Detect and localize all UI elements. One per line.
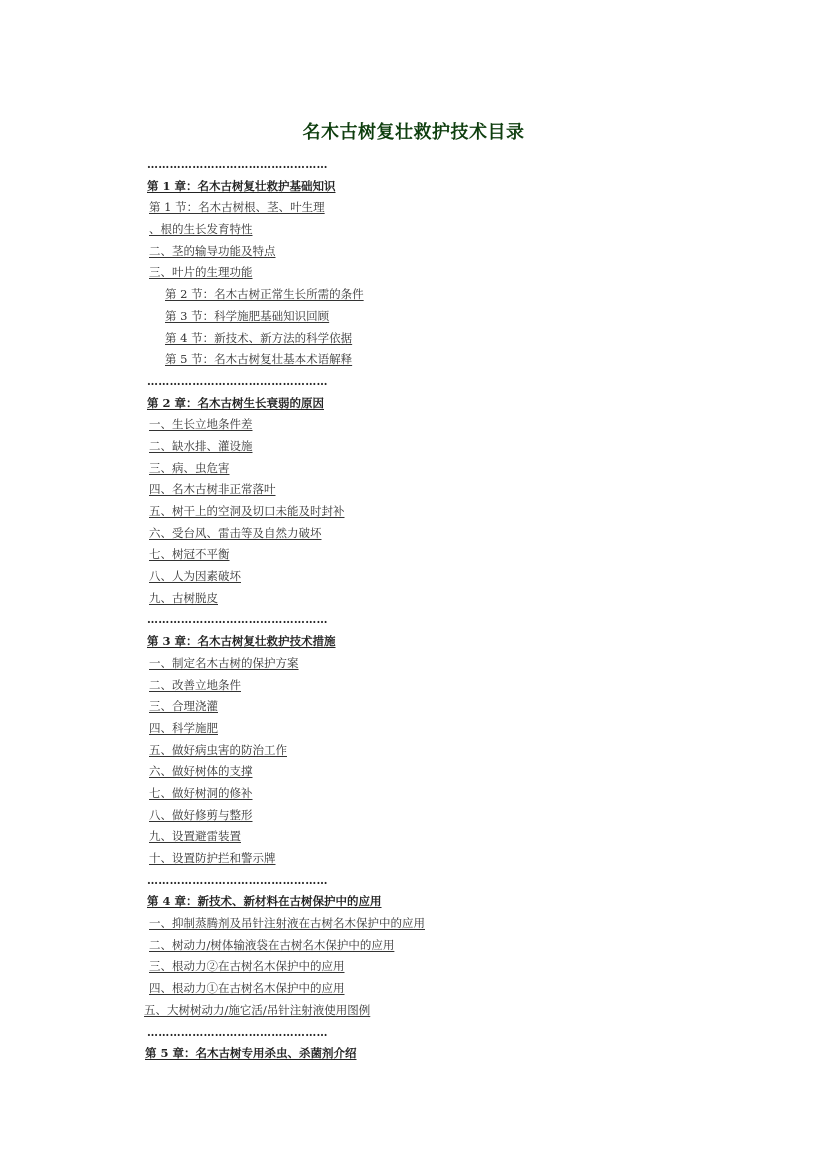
table-of-contents bbox=[144, 154, 747, 1065]
toc-item[interactable] bbox=[147, 653, 747, 675]
toc-item[interactable] bbox=[147, 479, 747, 501]
toc-item[interactable] bbox=[147, 848, 747, 870]
toc-item[interactable] bbox=[142, 1000, 747, 1022]
toc-section[interactable] bbox=[147, 306, 747, 328]
toc-link[interactable]: 、根的生长发育特性 bbox=[149, 222, 253, 237]
toc-link[interactable]: 第 1 节：名木古树根、茎、叶生理 bbox=[149, 200, 325, 215]
toc-link[interactable]: 三、根动力②在古树名木保护中的应用 bbox=[149, 959, 345, 974]
toc-link[interactable]: 五、树干上的空洞及切口未能及时封补 bbox=[149, 504, 345, 518]
separator-line: ………………………………………… bbox=[147, 873, 328, 887]
toc-link[interactable]: 二、改善立地条件 bbox=[149, 677, 241, 692]
toc-item[interactable] bbox=[147, 436, 747, 458]
toc-link[interactable]: 六、受台风、雷击等及自然力破坏 bbox=[149, 525, 322, 540]
toc-link[interactable]: 四、根动力①在古树名木保护中的应用 bbox=[149, 981, 345, 996]
toc-link[interactable]: 三、合理浇灌 bbox=[149, 699, 218, 714]
toc-link[interactable]: 八、做好修剪与整形 bbox=[149, 807, 253, 822]
toc-link[interactable]: 九、古树脱皮 bbox=[149, 590, 218, 605]
separator-line: ………………………………………… bbox=[147, 613, 328, 627]
toc-item[interactable] bbox=[147, 956, 747, 978]
toc-link[interactable]: 一、抑制蒸腾剂及吊针注射液在古树名木保护中的应用 bbox=[149, 916, 425, 931]
toc-link[interactable]: 七、树冠不平衡 bbox=[149, 547, 230, 562]
chapter-1-heading[interactable] bbox=[147, 176, 747, 198]
toc-item[interactable] bbox=[147, 675, 747, 697]
toc-link[interactable]: 三、叶片的生理功能 bbox=[149, 265, 253, 280]
toc-section[interactable] bbox=[147, 284, 747, 306]
separator-line: ………………………………………… bbox=[147, 158, 328, 171]
chapter-5-link[interactable]: 第 5 章：名木古树专用杀虫、杀菌剂介绍 bbox=[145, 1046, 357, 1061]
toc-link[interactable]: 一、生长立地条件差 bbox=[149, 417, 253, 432]
toc-item[interactable] bbox=[147, 197, 747, 219]
toc-item[interactable] bbox=[147, 740, 747, 762]
toc-link[interactable]: 四、科学施肥 bbox=[149, 720, 218, 735]
toc-link[interactable]: 二、缺水排、灌设施 bbox=[149, 438, 253, 453]
toc-item[interactable] bbox=[147, 805, 747, 827]
chapter-2-heading[interactable] bbox=[147, 393, 747, 415]
chapter-3-link[interactable]: 第 3 章：名木古树复壮救护技术措施 bbox=[147, 634, 336, 649]
toc-item[interactable] bbox=[147, 501, 747, 523]
toc-link[interactable]: 四、名木古树非正常落叶 bbox=[149, 482, 276, 497]
toc-item[interactable] bbox=[147, 523, 747, 545]
toc-item[interactable] bbox=[147, 913, 747, 935]
toc-item[interactable] bbox=[147, 458, 747, 480]
toc-item[interactable] bbox=[147, 826, 747, 848]
toc-link[interactable]: 三、病、虫危害 bbox=[149, 460, 230, 475]
chapter-1-link[interactable]: 第 1 章：名木古树复壮救护基础知识 bbox=[147, 178, 336, 193]
toc-section[interactable] bbox=[147, 328, 747, 350]
toc-link[interactable]: 八、人为因素破坏 bbox=[149, 569, 241, 584]
toc-item[interactable] bbox=[147, 978, 747, 1000]
toc-item[interactable] bbox=[147, 414, 747, 436]
toc-item[interactable] bbox=[147, 219, 747, 241]
chapter-2-link[interactable]: 第 2 章：名木古树生长衰弱的原因 bbox=[147, 395, 325, 410]
chapter-4-link[interactable]: 第 4 章：新技术、新材料在古树保护中的应用 bbox=[147, 894, 382, 909]
toc-item[interactable] bbox=[147, 696, 747, 718]
toc-link[interactable]: 第 5 节：名木古树复壮基本术语解释 bbox=[165, 352, 353, 367]
toc-item[interactable] bbox=[147, 544, 747, 566]
document-title: 名木古树复壮救护技术目录 bbox=[302, 122, 525, 143]
toc-link[interactable]: 九、设置避雷装置 bbox=[149, 829, 241, 844]
toc-item[interactable] bbox=[147, 761, 747, 783]
toc-item[interactable] bbox=[147, 718, 747, 740]
chapter-4-heading[interactable] bbox=[147, 891, 747, 913]
toc-link[interactable]: 六、做好树体的支撑 bbox=[149, 764, 253, 779]
toc-item[interactable] bbox=[147, 588, 747, 610]
toc-section[interactable] bbox=[147, 349, 747, 371]
toc-link[interactable]: 十、设置防护拦和警示牌 bbox=[149, 851, 276, 865]
toc-link[interactable]: 五、做好病虫害的防治工作 bbox=[149, 742, 287, 757]
chapter-5-heading[interactable] bbox=[145, 1043, 747, 1065]
toc-link[interactable]: 第 3 节：科学施肥基础知识回顾 bbox=[165, 308, 330, 323]
toc-link[interactable]: 一、制定名木古树的保护方案 bbox=[149, 655, 299, 670]
toc-item[interactable] bbox=[147, 783, 747, 805]
toc-item[interactable] bbox=[147, 262, 747, 284]
separator-line: ………………………………………… bbox=[147, 374, 328, 388]
separator-line: ………………………………………… bbox=[147, 1025, 328, 1039]
toc-link[interactable]: 五、大树树动力/施它活/吊针注射液使用图例 bbox=[144, 1002, 371, 1017]
toc-link[interactable]: 第 4 节：新技术、新方法的科学依据 bbox=[165, 330, 353, 345]
toc-link[interactable]: 二、树动力/树体输液袋在古树名木保护中的应用 bbox=[149, 937, 395, 952]
chapter-3-heading[interactable] bbox=[147, 631, 747, 653]
toc-link[interactable]: 七、做好树洞的修补 bbox=[149, 785, 253, 800]
toc-link[interactable]: 二、茎的输导功能及特点 bbox=[149, 243, 276, 258]
toc-item[interactable] bbox=[147, 241, 747, 263]
toc-item[interactable] bbox=[147, 935, 747, 957]
toc-item[interactable] bbox=[147, 566, 747, 588]
toc-link[interactable]: 第 2 节：名木古树正常生长所需的条件 bbox=[165, 287, 364, 302]
